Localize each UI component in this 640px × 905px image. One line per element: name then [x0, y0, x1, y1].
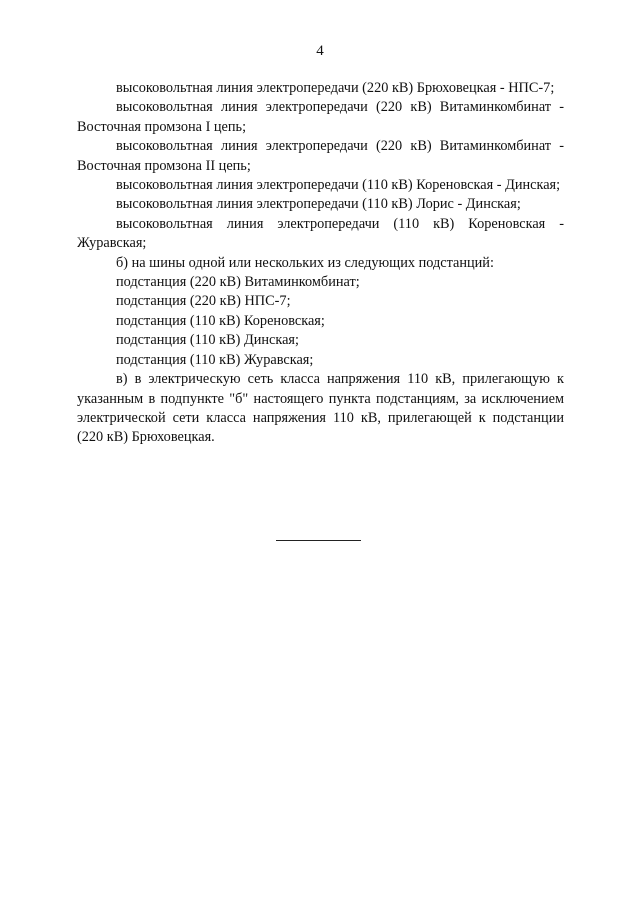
- paragraph-substation-vitaminkombinat: подстанция (220 кВ) Витаминкомбинат;: [116, 274, 360, 291]
- paragraph-line-loris-dinskaya: высоковольтная линия электропередачи (110 кВ) Лорис - Динская;: [116, 196, 521, 213]
- page-number: 4: [316, 43, 324, 59]
- paragraph-item-b-substations: б) на шины одной или нескольких из следующих подстанций:: [116, 254, 494, 271]
- paragraph-line-vitaminkombinat-promzona-1: высоковольтная линия электропередачи (220 кВ) Витаминкомбинат - Восточная промзона I цепь;: [77, 99, 564, 135]
- paragraph-substation-nps7: подстанция (220 кВ) НПС-7;: [116, 293, 291, 310]
- paragraph-item-v-network: в) в электрическую сеть класса напряжения 110 кВ, прилегающую к указанным в подпункте "б" настоящего пункта подстанциям, за исключением электрической сети класса напряжения 110 кВ, прилегающей к подстанции (220 кВ) Брюховецкая.: [77, 371, 564, 446]
- paragraph-substation-dinskaya: подстанция (110 кВ) Динская;: [116, 332, 299, 349]
- paragraph-line-bryukhovetskaya-nps7: высоковольтная линия электропередачи (220 кВ) Брюховецкая - НПС-7;: [116, 80, 555, 96]
- paragraph-line-vitaminkombinat-promzona-2: высоковольтная линия электропередачи (220 кВ) Витаминкомбинат - Восточная промзона II цепь;: [77, 138, 564, 174]
- document-body: [77, 79, 564, 448]
- paragraph-line-korenovskaya-zhuravskaya: высоковольтная линия электропередачи (110 кВ) Кореновская - Журавская;: [77, 215, 564, 252]
- paragraph-substation-zhuravskaya: подстанция (110 кВ) Журавская;: [116, 351, 314, 368]
- end-separator-line: [276, 540, 361, 541]
- paragraph-substation-korenovskaya: подстанция (110 кВ) Кореновская;: [116, 312, 325, 329]
- paragraph-line-korenovskaya-dinskaya: высоковольтная линия электропередачи (110 кВ) Кореновская - Динская;: [116, 177, 561, 194]
